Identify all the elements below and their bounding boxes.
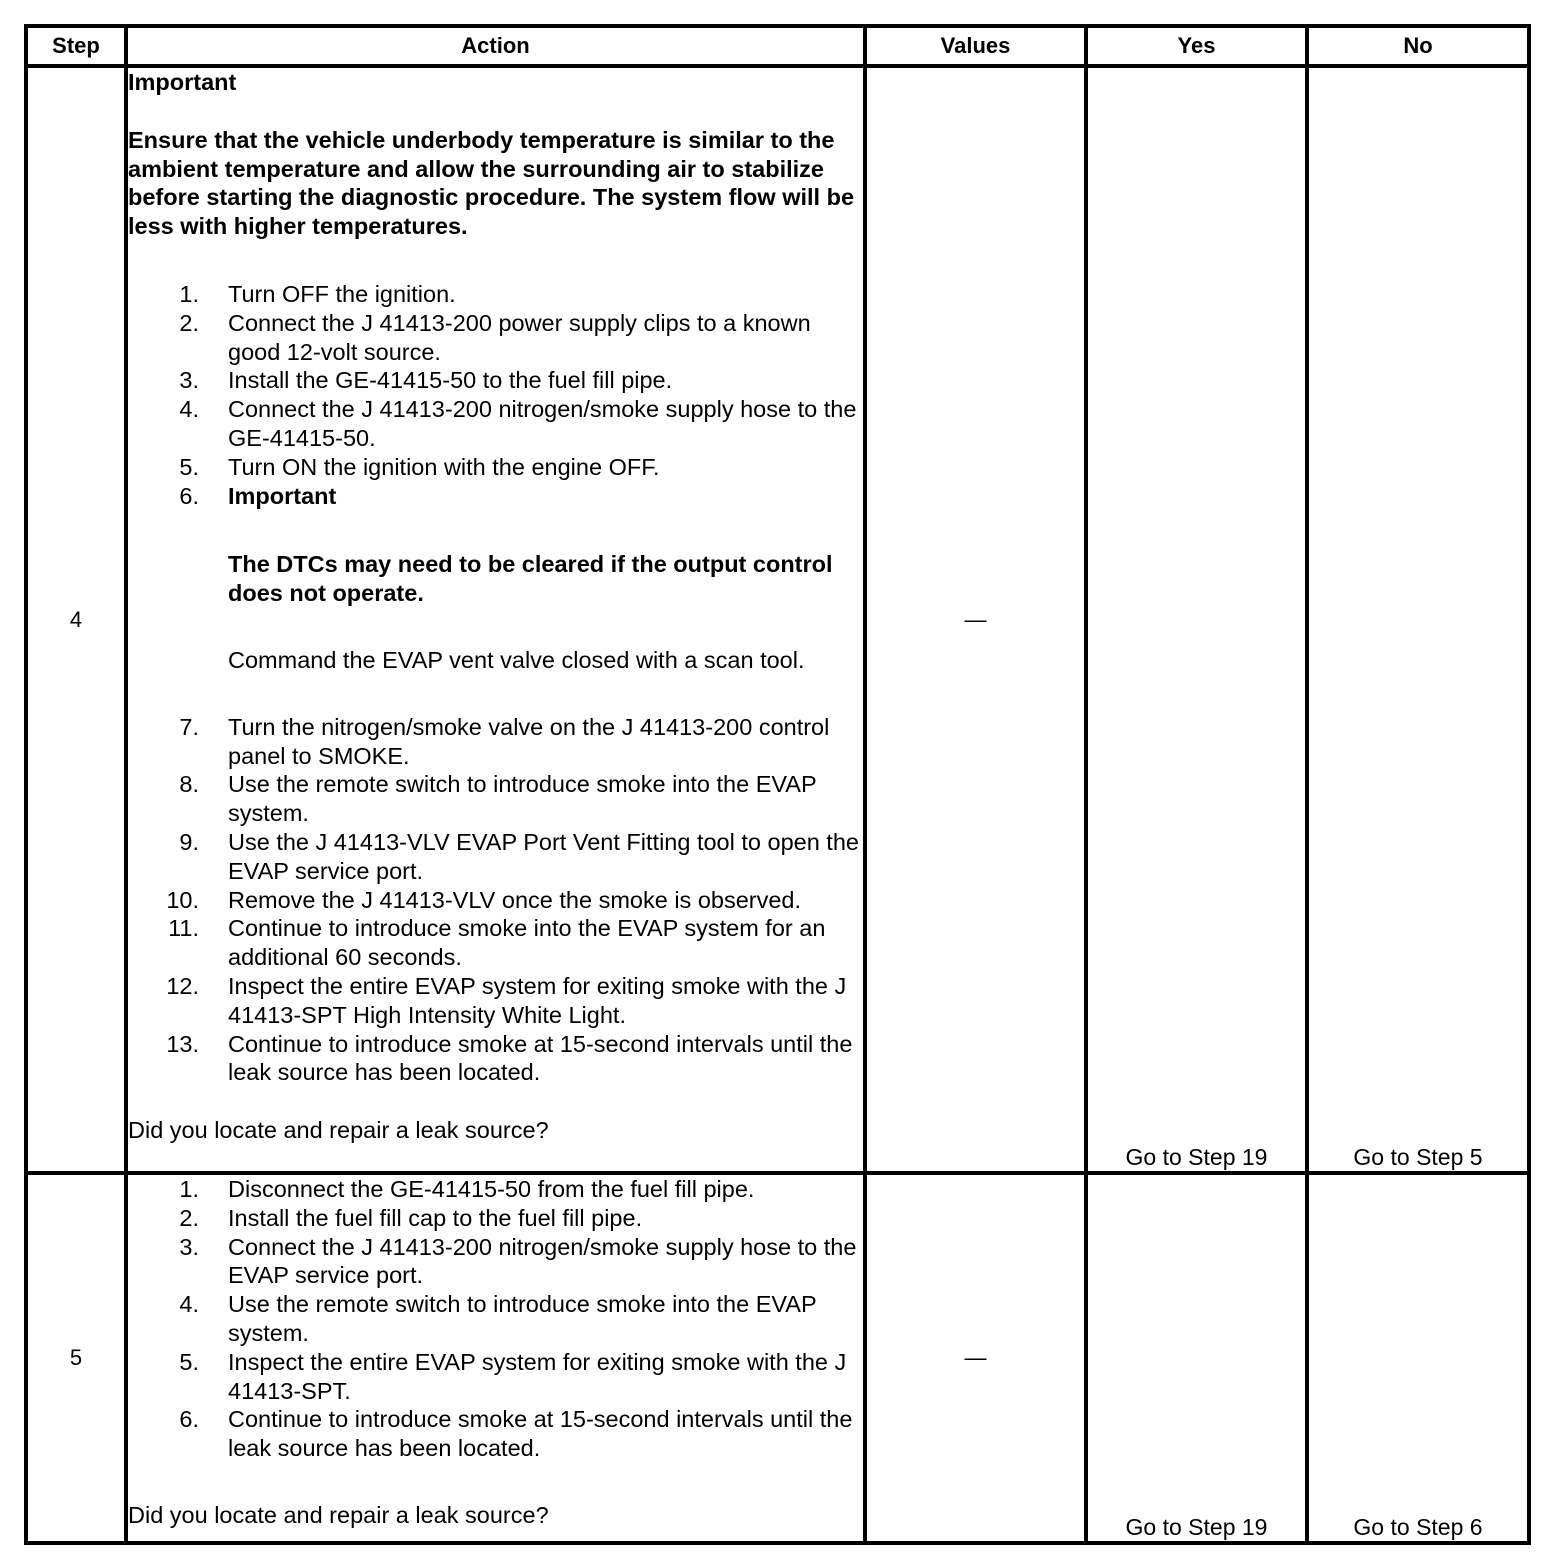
header-step: Step — [26, 26, 126, 66]
yes-cell: Go to Step 19 — [1086, 66, 1307, 1173]
header-no: No — [1307, 26, 1529, 66]
list-item: 1. Turn OFF the ignition. — [179, 280, 456, 307]
action-cell — [126, 66, 865, 1173]
list-item: 8. Use the remote switch to introduce smoke into the EVAP system. — [179, 771, 817, 827]
no-cell: Go to Step 6 — [1307, 1173, 1529, 1543]
important-label: Important — [128, 69, 237, 95]
list-item: 2. Connect the J 41413-200 power supply clips to a known good 12-volt source. — [179, 309, 811, 365]
header-row — [26, 26, 1529, 66]
list-item: 7. Turn the nitrogen/smoke valve on the J 41413-200 control panel to SMOKE. — [179, 713, 830, 769]
list-item: 5. Inspect the entire EVAP system for exiting smoke with the J 41413-SPT. — [179, 1348, 847, 1404]
question: Did you locate and repair a leak source? — [128, 1117, 549, 1144]
values-cell: — — [865, 1173, 1086, 1543]
list-item: 12. Inspect the entire EVAP system for exiting smoke with the J 41413-SPT High Intensity White Light. — [166, 972, 847, 1028]
table-row-step-5 — [26, 1173, 1529, 1543]
table-row-step-4 — [26, 66, 1529, 1173]
list-item: 11. Continue to introduce smoke into the EVAP system for an additional 60 seconds. — [168, 915, 826, 971]
procedure-list — [128, 280, 863, 1087]
step-number: 4 — [26, 66, 126, 1173]
procedure-list — [128, 1175, 863, 1463]
list-item: 1. Disconnect the GE-41415-50 from the fuel fill pipe. — [179, 1176, 755, 1202]
action-cell — [126, 1173, 865, 1543]
list-item: 6. Continue to introduce smoke at 15-second intervals until the leak source has been located. — [179, 1406, 853, 1462]
list-item: 10. Remove the J 41413-VLV once the smoke is observed. — [166, 886, 802, 913]
list-item: 13. Continue to introduce smoke at 15-second intervals until the leak source has been located. — [166, 1030, 853, 1086]
step-number: 5 — [26, 1173, 126, 1543]
header-values: Values — [865, 26, 1086, 66]
list-item: 6. Important The DTCs may need to be cleared if the output control does not operate. Command the EVAP vent valve closed with a scan tool. — [128, 482, 863, 713]
question: Did you locate and repair a leak source? — [128, 1501, 549, 1528]
list-item: 2. Install the fuel fill cap to the fuel fill pipe. — [179, 1204, 643, 1231]
list-item: 3. Install the GE-41415-50 to the fuel fill pipe. — [179, 367, 673, 394]
diagnostic-table — [24, 24, 1531, 1545]
no-cell: Go to Step 5 — [1307, 66, 1529, 1173]
header-action: Action — [126, 26, 865, 66]
list-item: 9. Use the J 41413-VLV EVAP Port Vent Fitting tool to open the EVAP service port. — [179, 828, 859, 884]
list-item: 4. Use the remote switch to introduce smoke into the EVAP system. — [179, 1291, 817, 1346]
values-cell: — — [865, 66, 1086, 1173]
header-yes: Yes — [1086, 26, 1307, 66]
list-item: 5. Turn ON the ignition with the engine OFF. — [179, 453, 660, 480]
item-important-note: The DTCs may need to be cleared if the output control does not operate. — [228, 551, 833, 607]
item-important-label: Important — [228, 482, 337, 509]
list-item: 4. Connect the J 41413-200 nitrogen/smoke supply hose to the GE-41415-50. — [179, 396, 857, 451]
item-command: Command the EVAP vent valve closed with a scan tool. — [228, 646, 805, 673]
yes-cell: Go to Step 19 — [1086, 1173, 1307, 1543]
important-text: Ensure that the vehicle underbody temperature is similar to the ambient temperature and allow the surrounding air to stabilize before starting the diagnostic procedure. The system flow will be less with higher temperatures. — [128, 126, 855, 240]
list-item: 3. Connect the J 41413-200 nitrogen/smoke supply hose to the EVAP service port. — [179, 1233, 857, 1289]
